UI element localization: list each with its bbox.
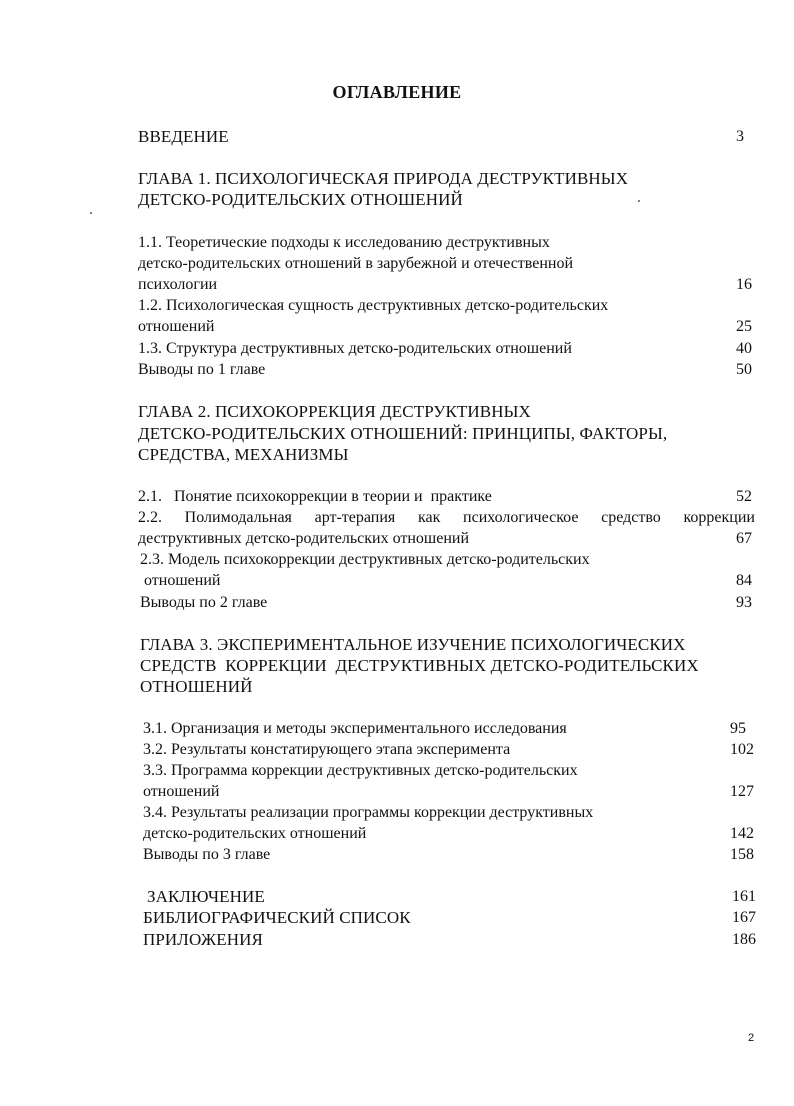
chapter-3-conclusions-page: 158 [730, 846, 754, 863]
toc-intro-label: ВВЕДЕНИЕ [138, 127, 229, 146]
toc-intro-page: 3 [736, 128, 744, 145]
section-2-3-page: 84 [736, 572, 752, 589]
toc-bibliography-label: БИБЛИОГРАФИЧЕСКИЙ СПИСОК [143, 908, 411, 927]
chapter-1-heading-line-1: ГЛАВА 1. ПСИХОЛОГИЧЕСКАЯ ПРИРОДА ДЕСТРУКТИВНЫХ [138, 169, 629, 188]
chapter-2-heading-line-3: СРЕДСТВА, МЕХАНИЗМЫ [138, 445, 349, 464]
chapter-2-conclusions-page: 93 [736, 594, 752, 611]
section-3-1-line-1: 3.1. Организация и методы экспериментального исследования [143, 720, 567, 737]
section-3-3-line-1: 3.3. Программа коррекции деструктивных детско-родительских [143, 762, 578, 779]
chapter-1-conclusions-label: Выводы по 1 главе [138, 361, 266, 378]
section-1-3-line-1: 1.3. Структура деструктивных детско-родительских отношений [138, 340, 572, 357]
section-3-3-page: 127 [730, 783, 754, 800]
toc-conclusion-page: 161 [732, 888, 756, 905]
section-1-2-page: 25 [736, 318, 752, 335]
section-3-1-page: 95 [730, 720, 746, 737]
section-1-3-page: 40 [736, 340, 752, 357]
section-3-4-page: 142 [730, 825, 754, 842]
section-1-1-line-3: психологии [138, 276, 218, 293]
section-2-1-page: 52 [736, 488, 752, 505]
section-3-3-line-2: отношений [143, 783, 220, 800]
section-2-3-line-2: отношений [140, 572, 221, 589]
scan-speck [90, 212, 92, 214]
section-3-2-page: 102 [730, 741, 754, 758]
section-1-2-line-2: отношений [138, 318, 215, 335]
section-2-2-page: 67 [736, 530, 752, 547]
toc-appendix-page: 186 [732, 931, 756, 948]
section-2-1-line-1: 2.1. Понятие психокоррекции в теории и практике [138, 488, 492, 505]
chapter-3-heading-line-1: ГЛАВА 3. ЭКСПЕРИМЕНТАЛЬНОЕ ИЗУЧЕНИЕ ПСИХОЛОГИЧЕСКИХ [140, 635, 686, 654]
chapter-2-heading-line-1: ГЛАВА 2. ПСИХОКОРРЕКЦИЯ ДЕСТРУКТИВНЫХ [138, 402, 531, 421]
section-1-1-line-1: 1.1. Теоретические подходы к исследованию деструктивных [138, 234, 550, 251]
toc-conclusion-label: ЗАКЛЮЧЕНИЕ [147, 887, 265, 906]
chapter-2-heading-line-2: ДЕТСКО-РОДИТЕЛЬСКИХ ОТНОШЕНИЙ: ПРИНЦИПЫ, ФАКТОРЫ, [138, 424, 668, 443]
chapter-2-conclusions-label: Выводы по 2 главе [140, 594, 268, 611]
chapter-1-conclusions-page: 50 [736, 361, 752, 378]
toc-title: ОГЛАВЛЕНИЕ [332, 82, 462, 102]
section-3-4-line-2: детско-родительских отношений [143, 825, 367, 842]
section-1-2-line-1: 1.2. Психологическая сущность деструктивных детско-родительских [138, 297, 609, 314]
section-1-1-page: 16 [736, 276, 752, 293]
section-3-2-line-1: 3.2. Результаты констатирующего этапа эксперимента [143, 741, 511, 758]
chapter-3-heading-line-2: СРЕДСТВ КОРРЕКЦИИ ДЕСТРУКТИВНЫХ ДЕТСКО-РОДИТЕЛЬСКИХ [140, 656, 699, 675]
chapter-3-conclusions-label: Выводы по 3 главе [143, 846, 271, 863]
toc-bibliography-page: 167 [732, 909, 756, 926]
scan-speck [638, 200, 640, 202]
chapter-3-heading-line-3: ОТНОШЕНИЙ [140, 677, 253, 696]
chapter-1-heading-line-2: ДЕТСКО-РОДИТЕЛЬСКИХ ОТНОШЕНИЙ [138, 190, 463, 209]
section-2-2-line-2: деструктивных детско-родительских отношений [138, 530, 470, 547]
section-3-4-line-1: 3.4. Результаты реализации программы коррекции деструктивных [143, 804, 594, 821]
section-1-1-line-2: детско-родительских отношений в зарубежной и отечественной [138, 255, 574, 272]
section-2-2-line-1: 2.2. Полимодальная арт-терапия как психологическое средство коррекции [138, 509, 755, 526]
toc-appendix-label: ПРИЛОЖЕНИЯ [143, 930, 263, 949]
section-2-3-line-1: 2.3. Модель психокоррекции деструктивных детско-родительских [140, 551, 590, 568]
page-number: 2 [748, 1032, 755, 1044]
